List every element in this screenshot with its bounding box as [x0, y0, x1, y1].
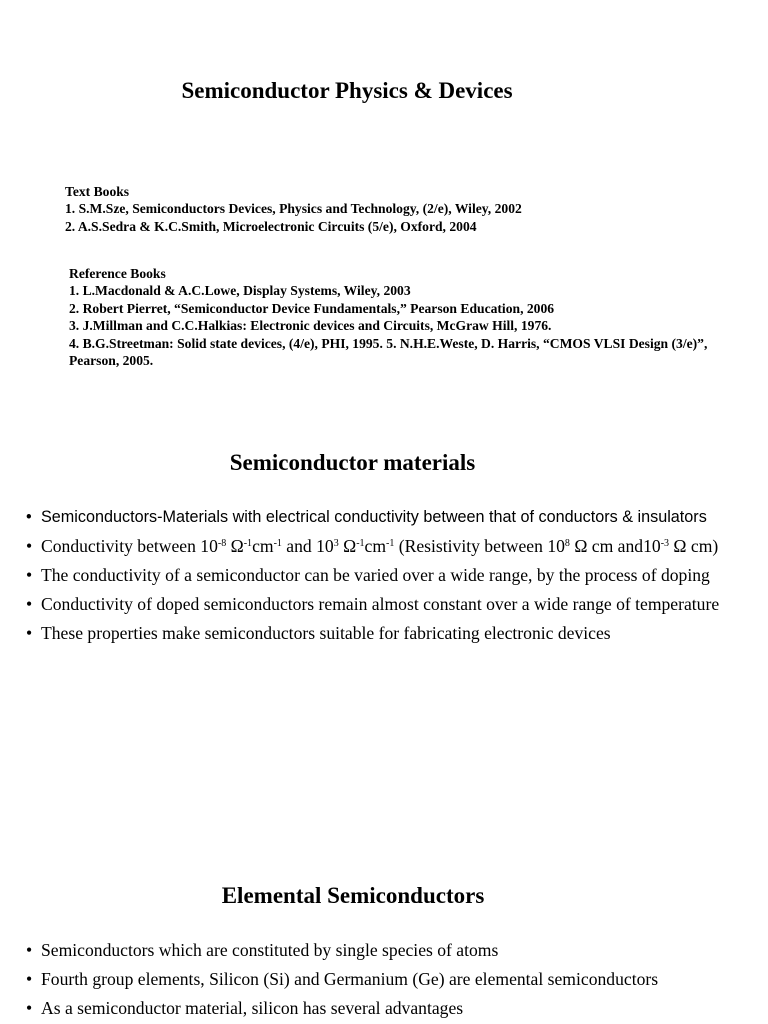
- bullet-item: • As a semiconductor material, silicon has several advantages: [41, 998, 741, 1019]
- reference-books-section: [69, 265, 719, 369]
- semiconductor-materials-list: [41, 507, 741, 644]
- bullet-item: • These properties make semiconductors suitable for fabricating electronic devices: [41, 623, 741, 644]
- bullet-item-conductivity: • Conductivity between $10^{-8}$ $\Omega^{-1}cm^{-1}$ and $10^3$ $\Omega^{-1}cm^{-1}$ (Resistivity between $10^8$ Ω cm $and10^{-3}$ Ω cm): [41, 536, 741, 557]
- page-title: Semiconductor Physics & Devices: [181, 78, 513, 103]
- bullet-item: • Semiconductors which are constituted by single species of atoms: [41, 940, 741, 961]
- text-book-item: 2. A.S.Sedra & K.C.Smith, Microelectronic Circuits (5/e), Oxford, 2004: [65, 218, 477, 234]
- elemental-semiconductors-list: [41, 940, 741, 1019]
- text-books-section: [65, 183, 522, 235]
- section-heading-semiconductor-materials: Semiconductor materials: [229, 450, 476, 475]
- reference-book-item: 2. Robert Pierret, “Semiconductor Device Fundamentals,” Pearson Education, 2006: [69, 300, 555, 316]
- bullet-item: • Semiconductors-Materials with electrical conductivity between that of conductors & insulators: [41, 507, 741, 528]
- reference-book-item: 3. J.Millman and C.C.Halkias: Electronic devices and Circuits, McGraw Hill, 1976.: [69, 318, 552, 334]
- section-heading-elemental-semiconductors: Elemental Semiconductors: [221, 883, 485, 908]
- reference-books-heading: Reference Books: [69, 266, 166, 281]
- reference-book-item: 4. B.G.Streetman: Solid state devices, (4/e), PHI, 1995. 5. N.H.E.Weste, D. Harris, “CMOS VLSI Design (3/e)”, Pearson, 2005.: [69, 335, 708, 369]
- text-books-heading: Text Books: [65, 184, 130, 199]
- bullet-item: • The conductivity of a semiconductor can be varied over a wide range, by the process of doping: [41, 565, 741, 586]
- reference-book-item: 1. L.Macdonald & A.C.Lowe, Display Systems, Wiley, 2003: [69, 283, 411, 299]
- text-book-item: 1. S.M.Sze, Semiconductors Devices, Physics and Technology, (2/e), Wiley, 2002: [65, 201, 522, 217]
- bullet-item: • Fourth group elements, Silicon (Si) and Germanium (Ge) are elemental semiconductors: [41, 969, 741, 990]
- bullet-item: • Conductivity of doped semiconductors remain almost constant over a wide range of temperature: [41, 594, 741, 615]
